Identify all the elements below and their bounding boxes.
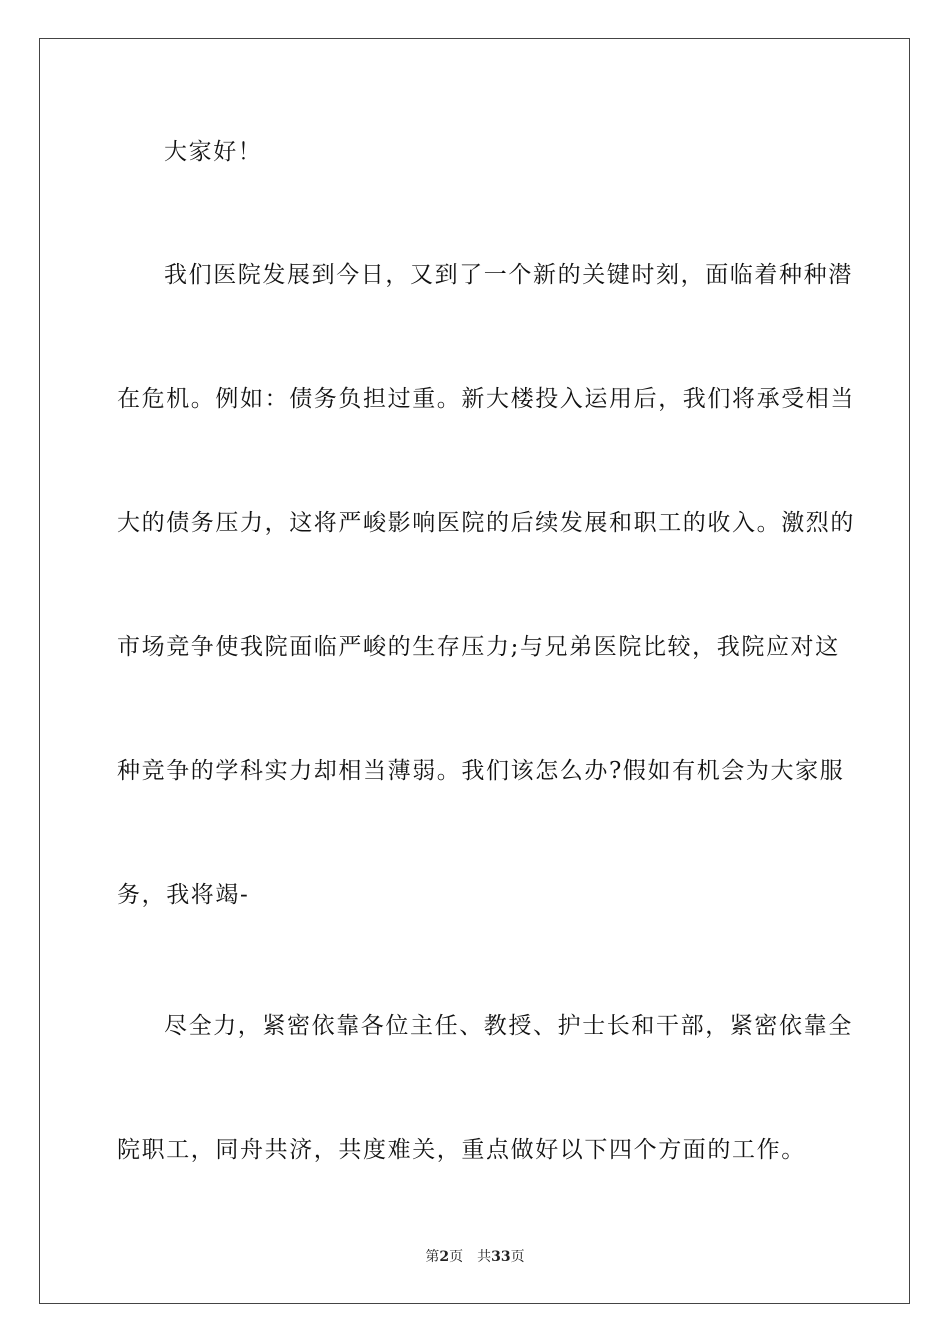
page-frame bbox=[39, 38, 910, 1304]
paragraph-1-line-3: 大的债务压力，这将严峻影响医院的后续发展和职工的收入。激烈的 bbox=[117, 510, 855, 536]
paragraph-1-line-4: 市场竞争使我院面临严峻的生存压力;与兄弟医院比较，我院应对这 bbox=[117, 634, 840, 660]
page-footer bbox=[0, 1248, 950, 1266]
greeting-line: 大家好！ bbox=[164, 139, 263, 165]
footer-total-pages: 33 bbox=[491, 1249, 511, 1265]
paragraph-1-line-2: 在危机。例如：债务负担过重。新大楼投入运用后，我们将承受相当 bbox=[117, 386, 855, 412]
paragraph-1-line-6: 务，我将竭- bbox=[117, 882, 250, 908]
paragraph-1-line-5: 种竞争的学科实力却相当薄弱。我们该怎么办?假如有机会为大家服 bbox=[117, 758, 845, 784]
paragraph-2-line-1: 尽全力，紧密依靠各位主任、教授、护士长和干部，紧密依靠全 bbox=[164, 1013, 853, 1039]
footer-total-suffix: 页 bbox=[510, 1249, 525, 1265]
paragraph-2-line-2: 院职工，同舟共济，共度难关，重点做好以下四个方面的工作。 bbox=[117, 1137, 806, 1163]
paragraph-1-line-1: 我们医院发展到今日，又到了一个新的关键时刻，面临着种种潜 bbox=[164, 262, 853, 288]
footer-total-prefix: 共 bbox=[477, 1249, 492, 1265]
footer-page-prefix: 第 bbox=[425, 1249, 440, 1265]
footer-page-number: 2 bbox=[439, 1249, 450, 1265]
footer-page-suffix: 页 bbox=[449, 1249, 464, 1265]
